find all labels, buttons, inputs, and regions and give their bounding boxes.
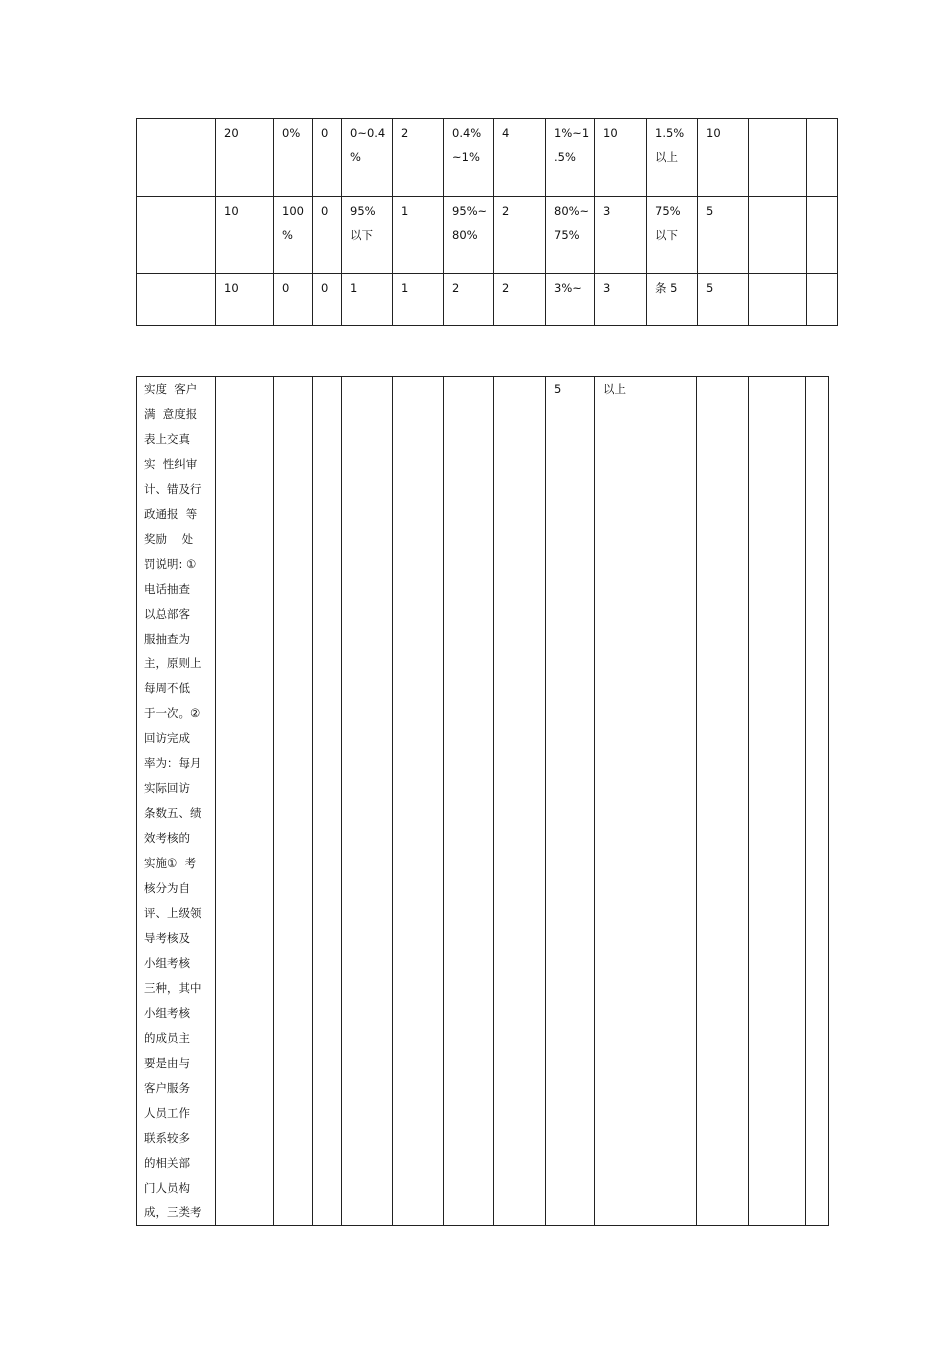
table-cell: 3 [595, 274, 647, 326]
table-cell [313, 377, 342, 1226]
table-cell: 0~0.4 % [342, 119, 393, 197]
table-cell: 5 [546, 377, 595, 1226]
table-cell: 0 [274, 274, 313, 326]
table-cell: 10 [698, 119, 749, 197]
table-cell: 3 [595, 197, 647, 274]
description-line: 小组考核 [144, 1005, 190, 1020]
table-cell [697, 377, 749, 1226]
description-line: 成，三类考 [144, 1205, 202, 1220]
description-line: 客户服务 [144, 1080, 190, 1095]
table-cell: 100 % [274, 197, 313, 274]
description-line: 门人员构 [144, 1180, 190, 1195]
table-cell: 2 [494, 274, 546, 326]
table-cell: 2 [393, 119, 444, 197]
table-row [137, 377, 829, 1226]
table-cell: 1 [342, 274, 393, 326]
table-cell: 3%~ [546, 274, 595, 326]
table-cell: 80%~ 75% [546, 197, 595, 274]
description-line: 政通报 等 [144, 506, 198, 521]
table-cell: 5 [698, 274, 749, 326]
description-line: 评、上级领 [144, 906, 202, 921]
table-cell [137, 119, 216, 197]
description-line: 条数五、绩 [144, 806, 202, 821]
table-cell [749, 197, 807, 274]
description-line: 主，原则上 [144, 656, 202, 671]
description-line: 表上交真 [144, 431, 190, 446]
table-cell: 1%~1 .5% [546, 119, 595, 197]
table-cell: 4 [494, 119, 546, 197]
table-cell [807, 197, 838, 274]
scoring-table-top [136, 118, 838, 326]
table-cell: 0 [313, 274, 342, 326]
scoring-table-bottom [136, 376, 829, 1226]
table-row [137, 119, 838, 197]
table-cell: 5 [698, 197, 749, 274]
table-cell: 75% 以下 [647, 197, 698, 274]
table-cell [494, 377, 546, 1226]
table-cell [393, 377, 444, 1226]
description-line: 实施① 考 [144, 856, 197, 871]
table-cell [342, 377, 393, 1226]
description-line: 于一次。② [144, 706, 201, 721]
table-cell: 2 [444, 274, 494, 326]
table-cell: 95% 以下 [342, 197, 393, 274]
table-cell [807, 274, 838, 326]
table-cell: 10 [595, 119, 647, 197]
description-line: 导考核及 [144, 930, 190, 945]
description-line: 人员工作 [144, 1105, 190, 1120]
table-cell [137, 274, 216, 326]
table-cell: 0.4% ~1% [444, 119, 494, 197]
description-line: 满 意度报 [144, 406, 198, 421]
description-line: 实度 客户 [144, 382, 198, 396]
table-cell: 1 [393, 197, 444, 274]
table-cell [274, 377, 313, 1226]
description-line: 要是由与 [144, 1055, 190, 1070]
table-cell [749, 274, 807, 326]
table-cell: 20 [216, 119, 274, 197]
description-line: 效考核的 [144, 831, 190, 846]
table-cell: 10 [216, 274, 274, 326]
description-line: 的成员主 [144, 1030, 190, 1045]
table-cell [806, 377, 829, 1226]
table-cell [749, 377, 806, 1226]
table-cell: 10 [216, 197, 274, 274]
description-line: 率为：每月 [144, 756, 202, 771]
description-line: 联系较多 [144, 1130, 190, 1145]
description-line: 小组考核 [144, 955, 190, 970]
table-cell: 0 [313, 119, 342, 197]
table-cell: 1 [393, 274, 444, 326]
description-line: 三种，其中 [144, 980, 202, 995]
table-cell: 95%~ 80% [444, 197, 494, 274]
table-cell [749, 119, 807, 197]
table-row [137, 197, 838, 274]
description-line: 实 性纠审 [144, 456, 198, 471]
description-line: 奖励 处 [144, 531, 194, 546]
description-line: 回访完成 [144, 731, 190, 746]
table-cell [137, 197, 216, 274]
description-line: 实际回访 [144, 781, 190, 796]
description-line: 服抽查为 [144, 631, 190, 646]
description-line: 计、错及行 [144, 481, 202, 496]
table-cell [444, 377, 494, 1226]
description-line: 电话抽查 [144, 581, 190, 596]
description-line: 每周不低 [144, 681, 190, 696]
table-cell [807, 119, 838, 197]
table-cell: 0 [313, 197, 342, 274]
table-row [137, 274, 838, 326]
description-line: 罚说明: ① [144, 556, 197, 571]
table-cell: 2 [494, 197, 546, 274]
description-line: 的相关部 [144, 1155, 190, 1170]
description-cell [137, 377, 216, 1226]
table-cell [216, 377, 274, 1226]
table-cell: 0% [274, 119, 313, 197]
description-line: 以总部客 [144, 606, 190, 621]
description-line: 核分为自 [144, 881, 190, 896]
table-cell: 条 5 [647, 274, 698, 326]
table-cell: 以上 [595, 377, 697, 1226]
table-cell: 1.5% 以上 [647, 119, 698, 197]
